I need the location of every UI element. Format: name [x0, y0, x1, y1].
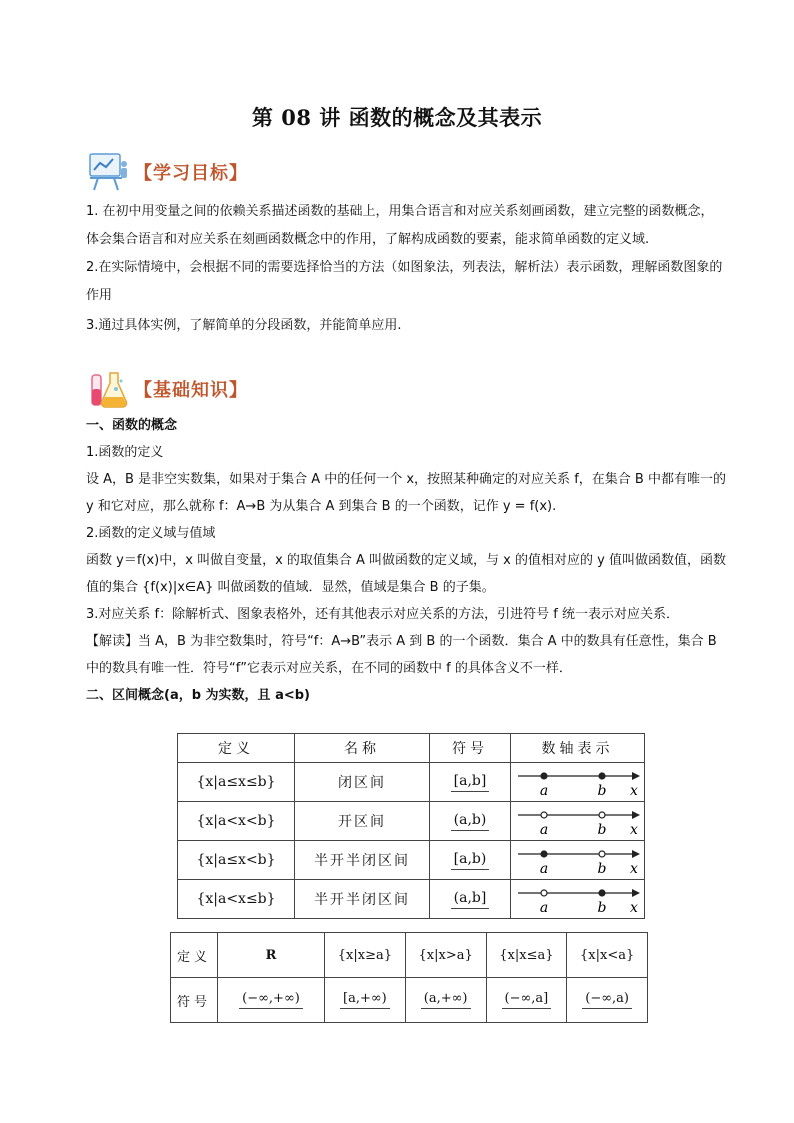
- axis-label-a: a: [539, 861, 548, 877]
- goals-header: [86, 150, 248, 194]
- endpoint-a: [541, 812, 547, 818]
- number-line: [514, 843, 642, 877]
- axis-label-x: x: [629, 822, 638, 838]
- chemistry-flask-icon: [86, 367, 130, 411]
- table-header-cell: 符号: [430, 734, 511, 763]
- interval-definition: {x|a<x<b}: [178, 802, 295, 841]
- goal-item: 2.在实际情境中，会根据不同的需要选择恰当的方法（如图象法，列表法，解析法）表示函数，理解函数图象的作用: [86, 260, 723, 303]
- domain-range-text: 函数 y＝f(x)中，x 叫做自变量，x 的取值集合 A 叫做函数的定义域，与 x 的值相对应的 y 值叫做函数值，函数值的集合 {f(x)|x∈A} 叫做函数的值域．显然，值域是集合 B 的子集。: [86, 553, 726, 595]
- definition-cell: {x|x≤a}: [486, 933, 567, 978]
- interval-symbol: [a,b]: [451, 773, 490, 792]
- symbol-cell: [a,+∞): [340, 991, 390, 1009]
- definition-cell: {x|x≥a}: [325, 933, 406, 978]
- interval-definition: {x|a≤x<b}: [178, 841, 295, 880]
- table-header-cell: 名称: [295, 734, 430, 763]
- mapping-text: 3.对应关系 f：除解析式、图象表格外，还有其他表示对应关系的方法，引进符号 f 统一表示对应关系．: [86, 607, 679, 622]
- symbol-cell: (−∞,a]: [502, 991, 552, 1009]
- number-line: [514, 882, 642, 916]
- table-header-cell: 数轴表示: [511, 734, 645, 763]
- table-row: [171, 933, 648, 978]
- interval-symbol: [a,b): [451, 851, 490, 870]
- number-line-cell: [511, 763, 645, 802]
- axis-arrow: [632, 772, 640, 780]
- table-row: [178, 763, 645, 802]
- subsection-heading: 1.函数的定义: [86, 445, 164, 460]
- number-line-cell: [511, 841, 645, 880]
- endpoint-a: [541, 773, 547, 779]
- section-heading: 一、函数的概念: [86, 418, 178, 433]
- function-definition: 设 A，B 是非空实数集，如果对于集合 A 中的任何一个 x，按照某种确定的对应关系 f，在集合 B 中都有唯一的 y 和它对应，那么就称 f：A→B 为从集合 A 到集合 B 的一个函数，记作 y = f(x).: [86, 472, 726, 514]
- axis-arrow: [632, 889, 640, 897]
- axis-label-x: x: [629, 900, 638, 916]
- number-line-cell: [511, 802, 645, 841]
- endpoint-a: [541, 890, 547, 896]
- axis-label-b: b: [597, 861, 606, 877]
- axis-label-x: x: [629, 783, 638, 799]
- definition-cell: R: [218, 933, 325, 978]
- symbol-cell: (a,+∞): [421, 991, 471, 1009]
- goals-heading: 【学习目标】: [134, 163, 248, 184]
- axis-label-b: b: [597, 900, 606, 916]
- endpoint-b: [599, 812, 605, 818]
- section-heading: 二、区间概念(a，b 为实数，且 a<b): [86, 688, 310, 703]
- interval-name: 开区间: [295, 802, 430, 841]
- table-row: [178, 802, 645, 841]
- page-title: 第 08 讲 函数的概念及其表示: [251, 105, 543, 130]
- axis-label-a: a: [539, 900, 548, 916]
- endpoint-b: [599, 890, 605, 896]
- interval-name: 半开半闭区间: [295, 841, 430, 880]
- axis-label-a: a: [539, 783, 548, 799]
- symbol-cell: (−∞,a): [582, 991, 632, 1009]
- interval-name: 半开半闭区间: [295, 880, 430, 919]
- number-line: [514, 765, 642, 799]
- interpretation-text: 【解读】当 A，B 为非空数集时，符号“f：A→B”表示 A 到 B 的一个函数．集合 A 中的数具有任意性，集合 B 中的数具有唯一性．符号“f”它表示对应关系，在不同的函数中 f 的具体含义不一样．: [86, 634, 717, 676]
- basics-header: [86, 367, 248, 411]
- subsection-heading: 2.函数的定义域与值域: [86, 526, 216, 541]
- table-header-row: [178, 734, 645, 763]
- endpoint-b: [599, 773, 605, 779]
- presentation-board-icon: [86, 150, 130, 194]
- interval-definition: {x|a≤x≤b}: [178, 763, 295, 802]
- row-label: 定义: [171, 933, 218, 978]
- infinite-interval-table: [170, 932, 648, 1023]
- interval-symbol: (a,b]: [451, 890, 490, 909]
- axis-arrow: [632, 850, 640, 858]
- axis-label-b: b: [597, 783, 606, 799]
- goals-list: [86, 198, 726, 340]
- table-header-cell: 定义: [178, 734, 295, 763]
- number-line: [514, 804, 642, 838]
- definition-cell: {x|x>a}: [405, 933, 486, 978]
- table-row: [178, 880, 645, 919]
- number-line-cell: [511, 880, 645, 919]
- endpoint-a: [541, 851, 547, 857]
- axis-label-x: x: [629, 861, 638, 877]
- axis-label-b: b: [597, 822, 606, 838]
- endpoint-b: [599, 851, 605, 857]
- definition-cell: {x|x<a}: [567, 933, 648, 978]
- axis-label-a: a: [539, 822, 548, 838]
- basics-heading: 【基础知识】: [134, 380, 248, 401]
- axis-arrow: [632, 811, 640, 819]
- interval-definition: {x|a<x≤b}: [178, 880, 295, 919]
- interval-symbol: (a,b): [451, 812, 490, 831]
- basics-body: [86, 412, 726, 709]
- table-row: [171, 978, 648, 1023]
- goal-item: 3.通过具体实例，了解简单的分段函数，并能简单应用.: [86, 318, 402, 333]
- row-label: 符号: [171, 978, 218, 1023]
- symbol-cell: (−∞,+∞): [239, 991, 303, 1009]
- goal-item: 1. 在初中用变量之间的依赖关系描述函数的基础上，用集合语言和对应关系刻画函数，建立完整的函数概念，体会集合语言和对应关系在刻画函数概念中的作用，了解构成函数的要素，能求简单函数的定义域.: [86, 204, 714, 247]
- interval-name: 闭区间: [295, 763, 430, 802]
- interval-table: [177, 733, 645, 919]
- table-row: [178, 841, 645, 880]
